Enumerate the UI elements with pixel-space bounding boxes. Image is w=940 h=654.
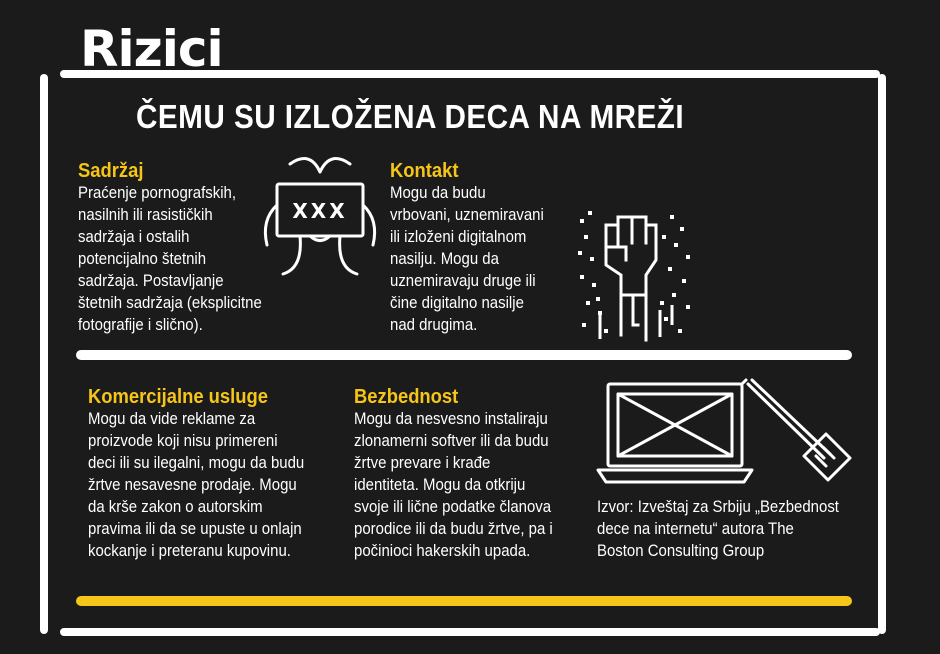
divider-middle <box>76 350 852 360</box>
page-title: ČEMU SU IZLOŽENA DECA NA MREŽI <box>136 98 685 135</box>
censored-label: XXX <box>292 199 348 223</box>
section-bezbednost-body: Mogu da nesvesno instaliraju zlonamerni softver ili da budu žrtve prevare i krađe identiteta. Mogu da otkriju svoje ili lične podatke članova porodice ili da budu žrtve, pa i počinioci hakerskih upada. <box>354 409 553 560</box>
section-komercijalne-body: Mogu da vide reklame za proizvode koji nisu primereni deci ili su ilegalni, mogu da budu žrtve nesavesne prodaje. Mogu da krše zakon o autorskim pravima ili da se upuste u onlajn kockanje i preteranu kupovinu. <box>88 409 305 560</box>
frame-bottom-border <box>60 628 880 636</box>
section-kontakt-heading: Kontakt <box>390 160 459 182</box>
divider-bottom <box>76 596 852 606</box>
broken-laptop-usb-icon <box>594 378 864 488</box>
section-sadrzaj-heading: Sadržaj <box>78 160 144 182</box>
section-sadrzaj-body: Praćenje pornografskih, nasilnih ili rasističkih sadržaja i ostalih potencijalno štetnih sadržaja. Postavljanje štetnih sadržaja (eksplicitne fotografije i slično). <box>78 183 262 334</box>
frame-right-border <box>878 74 886 634</box>
digital-fist-icon <box>576 205 696 345</box>
section-bezbednost-heading: Bezbednost <box>354 386 459 408</box>
section-kontakt-body: Mogu da budu vrbovani, uznemiravani ili izloženi digitalnom nasilju. Mogu da uznemiravaju druge ili čine digitalno nasilje nad drugima. <box>390 183 544 334</box>
frame-left-border <box>40 74 48 634</box>
source-note: Izvor: Izveštaj za Srbiju „Bezbednost dece na internetu“ autora The Boston Consulting Group <box>597 497 839 560</box>
censored-body-icon <box>255 150 385 280</box>
brand-title: Rizici <box>80 20 223 78</box>
section-komercijalne-heading: Komercijalne usluge <box>88 386 268 408</box>
